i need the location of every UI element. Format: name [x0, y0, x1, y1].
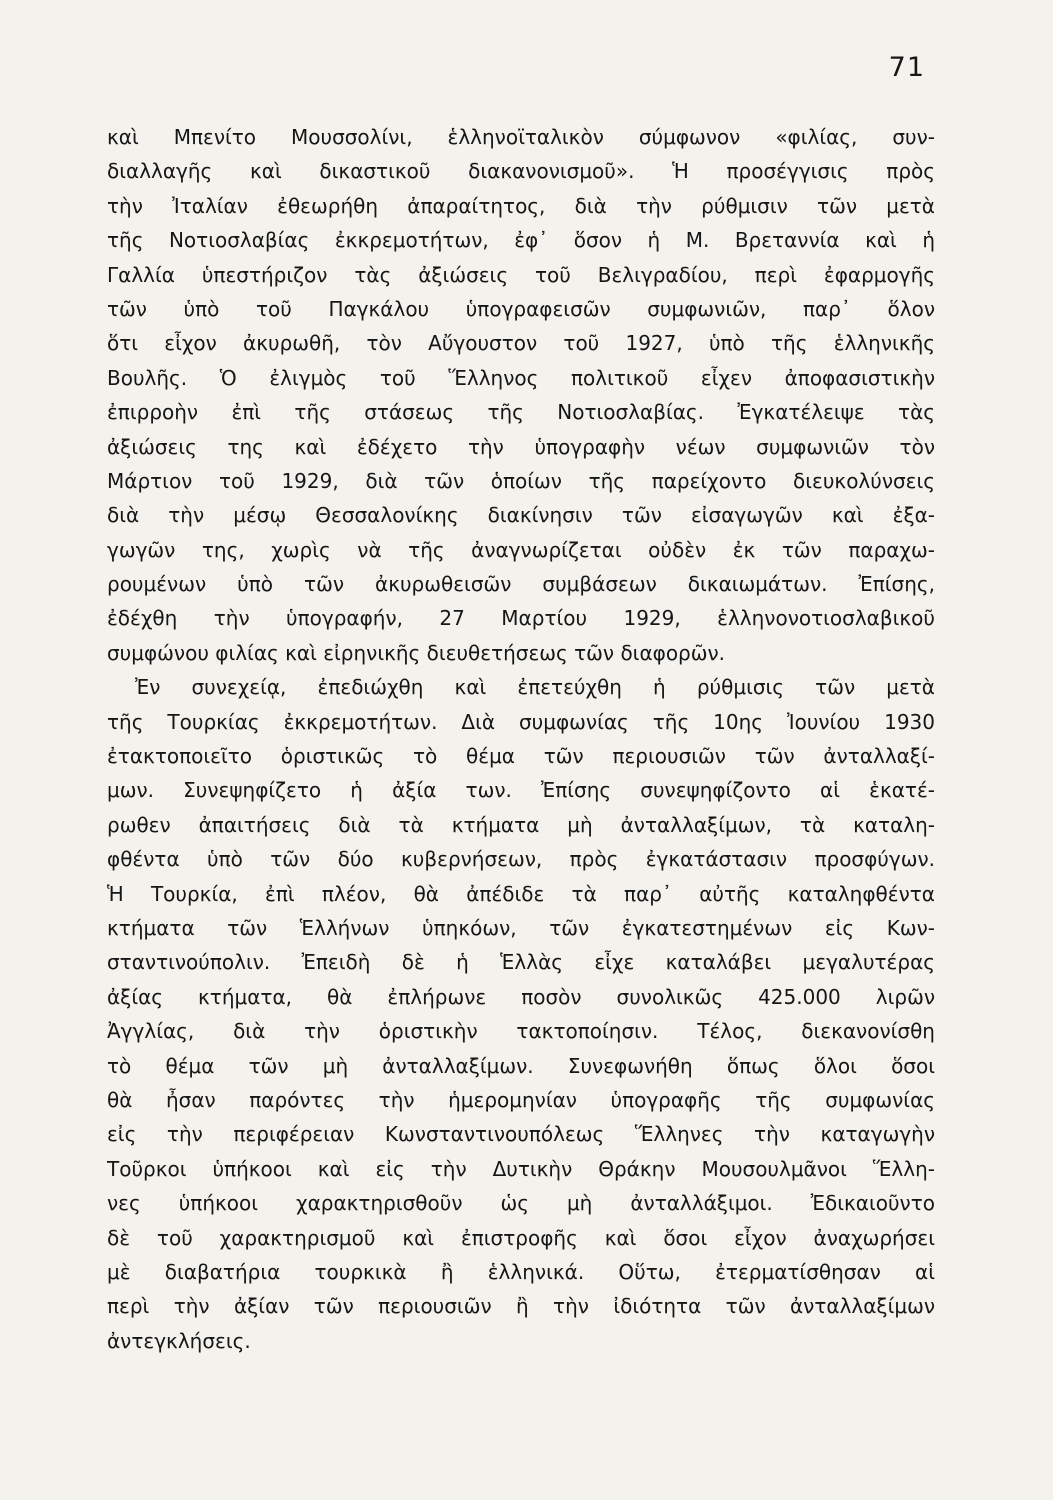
text-line: ἐτακτοποιεῖτο ὁριστικῶς τὸ θέμα τῶν περιουσιῶν τῶν ἀνταλλαξί-	[107, 744, 935, 769]
text-line: Μάρτιον τοῦ 1929, διὰ τῶν ὁποίων τῆς παρείχοντο διευκολύνσεις	[107, 468, 935, 493]
text-line: ὅτι εἶχον ἀκυρωθῆ, τὸν Αὔγουστον τοῦ 1927, ὑπὸ τῆς ἑλληνικῆς	[107, 331, 935, 356]
text-line: διὰ τὴν μέσῳ Θεσσαλονίκης διακίνησιν τῶν εἰσαγωγῶν καὶ ἐξα-	[107, 503, 935, 528]
text-line: ρουμένων ὑπὸ τῶν ἀκυρωθεισῶν συμβάσεων δικαιωμάτων. Ἐπίσης,	[107, 572, 935, 597]
text-line: τὴν Ἰταλίαν ἐθεωρήθη ἀπαραίτητος, διὰ τὴν ρύθμισιν τῶν μετὰ	[107, 193, 935, 218]
text-line: ρωθεν ἀπαιτήσεις διὰ τὰ κτήματα μὴ ἀνταλλαξίμων, τὰ καταλη-	[107, 812, 935, 837]
text-line: Γαλλία ὑπεστήριζον τὰς ἀξιώσεις τοῦ Βελιγραδίου, περὶ ἐφαρμογῆς	[107, 262, 935, 287]
text-line: μων. Συνεψηφίζετο ἡ ἀξία των. Ἐπίσης συνεψηφίζοντο αἱ ἑκατέ-	[107, 778, 935, 803]
text-line: μὲ διαβατήρια τουρκικὰ ἢ ἑλληνικά. Οὕτω, ἐτερματίσθησαν αἱ	[107, 1259, 935, 1284]
text-line: κτήματα τῶν Ἑλλήνων ὑπηκόων, τῶν ἐγκατεστημένων εἰς Κων-	[107, 915, 935, 940]
text-line: θὰ ἦσαν παρόντες τὴν ἡμερομηνίαν ὑπογραφῆς τῆς συμφωνίας	[107, 1087, 935, 1112]
text-line: καὶ Μπενίτο Μουσσολίνι, ἑλληνοϊταλικὸν σύμφωνον «φιλίας, συν-	[107, 125, 935, 149]
text-line: Ἡ Τουρκία, ἐπὶ πλέον, θὰ ἀπέδιδε τὰ παρ᾽ αὐτῆς καταληφθέντα	[107, 881, 935, 906]
body-text	[107, 120, 935, 1358]
text-line: τῆς Τουρκίας ἐκκρεμοτήτων. Διὰ συμφωνίας τῆς 10ης Ἰουνίου 1930	[107, 709, 935, 734]
text-line: εἰς τὴν περιφέρειαν Κωνσταντινουπόλεως Ἕλληνες τὴν καταγωγὴν	[107, 1122, 935, 1147]
page-number: 71	[888, 52, 925, 83]
text-line: ἀξίας κτήματα, θὰ ἐπλήρωνε ποσὸν συνολικῶς 425.000 λιρῶν	[107, 984, 935, 1009]
text-line: περὶ τὴν ἀξίαν τῶν περιουσιῶν ἢ τὴν ἰδιότητα τῶν ἀνταλλαξίμων	[107, 1294, 935, 1319]
text-line: ἐπιρροὴν ἐπὶ τῆς στάσεως τῆς Νοτιοσλαβίας. Ἐγκατέλειψε τὰς	[107, 400, 935, 425]
text-line: τῶν ὑπὸ τοῦ Παγκάλου ὑπογραφεισῶν συμφωνιῶν, παρ᾽ ὅλον	[107, 296, 935, 321]
text-line: τῆς Νοτιοσλαβίας ἐκκρεμοτήτων, ἐφ᾽ ὅσον ἡ Μ. Βρεταννία καὶ ἡ	[107, 228, 935, 253]
text-line: διαλλαγῆς καὶ δικαστικοῦ διακανονισμοῦ». Ἡ προσέγγισις πρὸς	[107, 159, 935, 184]
text-line: συμφώνου φιλίας καὶ εἰρηνικῆς διευθετήσεως τῶν διαφορῶν.	[107, 640, 726, 665]
text-line: ἐδέχθη τὴν ὑπογραφήν, 27 Μαρτίου 1929, ἑλληνονοτιοσλαβικοῦ	[107, 606, 935, 631]
text-line: Τοῦρκοι ὑπήκοοι καὶ εἰς τὴν Δυτικὴν Θράκην Μουσουλμᾶνοι Ἕλλη-	[107, 1156, 935, 1181]
text-line: Ἀγγλίας, διὰ τὴν ὁριστικὴν τακτοποίησιν. Τέλος, διεκανονίσθη	[107, 1019, 935, 1044]
text-line: γωγῶν της, χωρὶς νὰ τῆς ἀναγνωρίζεται οὐδὲν ἐκ τῶν παραχω-	[107, 537, 935, 562]
text-line: φθέντα ὑπὸ τῶν δύο κυβερνήσεων, πρὸς ἐγκατάστασιν προσφύγων.	[107, 847, 935, 872]
text-line: Ἐν συνεχείᾳ, ἐπεδιώχθη καὶ ἐπετεύχθη ἡ ρύθμισις τῶν μετὰ	[135, 675, 935, 700]
text-line: ἀντεγκλήσεις.	[107, 1328, 251, 1353]
text-line: ἀξιώσεις της καὶ ἐδέχετο τὴν ὑπογραφὴν νέων συμφωνιῶν τὸν	[107, 434, 935, 459]
text-line: Βουλῆς. Ὁ ἐλιγμὸς τοῦ Ἕλληνος πολιτικοῦ εἶχεν ἀποφασιστικὴν	[107, 365, 935, 390]
text-line: νες ὑπήκοοι χαρακτηρισθοῦν ὡς μὴ ἀνταλλάξιμοι. Ἐδικαιοῦντο	[107, 1191, 935, 1216]
text-line: σταντινούπολιν. Ἐπειδὴ δὲ ἡ Ἑλλὰς εἶχε καταλάβει μεγαλυτέρας	[107, 950, 935, 975]
text-line: δὲ τοῦ χαρακτηρισμοῦ καὶ ἐπιστροφῆς καὶ ὅσοι εἶχον ἀναχωρήσει	[107, 1225, 935, 1250]
text-line: τὸ θέμα τῶν μὴ ἀνταλλαξίμων. Συνεφωνήθη ὅπως ὅλοι ὅσοι	[107, 1053, 935, 1078]
